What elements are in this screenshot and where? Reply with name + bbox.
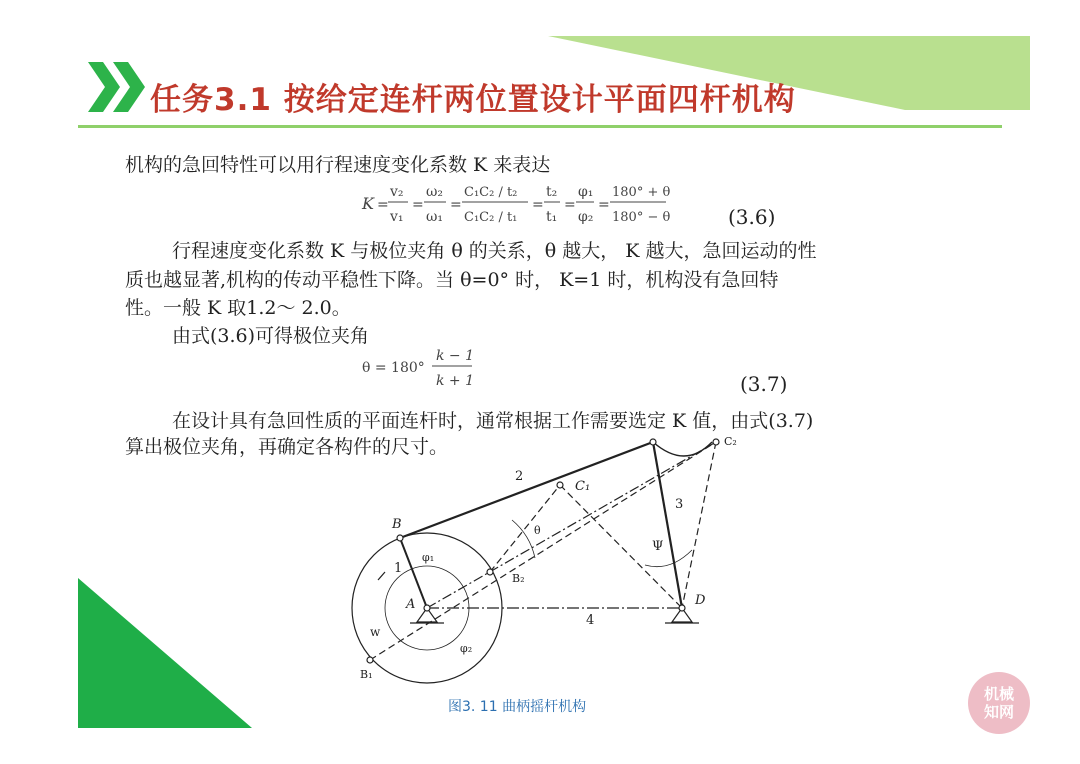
svg-text:=: =	[532, 197, 544, 213]
chevron-icon	[88, 62, 120, 112]
f36-angnum: 180° + θ	[612, 185, 670, 200]
f37-den: k + 1	[436, 373, 475, 389]
label-A: A	[406, 597, 416, 612]
watermark-logo: 机械 知网	[968, 672, 1030, 734]
rotation-arrow	[378, 572, 385, 580]
label-C1: C₁	[575, 479, 591, 494]
figure-caption: 图3. 11 曲柄摇杆机构	[448, 699, 587, 715]
dash-C2-D	[682, 442, 716, 608]
f36-v2: v₂	[390, 184, 404, 200]
label-B2: B₂	[512, 572, 525, 585]
svg-text:=: =	[564, 197, 576, 213]
joint-C1	[557, 482, 563, 488]
joint-B	[397, 535, 403, 541]
dash-A-C2	[427, 442, 716, 608]
svg-text:=: =	[412, 197, 424, 213]
svg-text:=: =	[377, 197, 389, 213]
joint-D	[679, 605, 685, 611]
label-1: 1	[394, 561, 403, 576]
joint-B1	[367, 657, 373, 663]
f37-lhs: θ = 180°	[362, 360, 425, 376]
f36-phi2: φ₂	[578, 209, 594, 225]
f36-cnum: C₁C₂ / t₂	[464, 185, 518, 200]
header-decoration	[0, 0, 1080, 140]
label-w: w	[370, 625, 381, 639]
joint-C	[650, 439, 656, 445]
title-underline	[78, 125, 1002, 128]
f36-phi1: φ₁	[578, 184, 594, 200]
label-4: 4	[586, 613, 595, 628]
label-B1: B₁	[360, 668, 373, 681]
para3-line2: 算出极位夹角，再确定各构件的尺寸。	[125, 436, 449, 458]
link-2	[400, 442, 653, 538]
f36-w1: ω₁	[426, 209, 444, 225]
footer-green-triangle	[0, 560, 260, 764]
f36-v1: v₁	[390, 209, 404, 225]
para2: 由式(3.6)可得极位夹角	[172, 325, 370, 347]
label-phi1: φ₁	[422, 551, 435, 564]
para3-line1: 在设计具有急回性质的平面连杆时，通常根据工作需要选定 K 值，由式(3.7)	[172, 410, 814, 432]
para1-line1: 行程速度变化系数 K 与极位夹角 θ 的关系，θ 越大， K 越大，急回运动的性	[172, 240, 817, 262]
f36-cden: C₁C₂ / t₁	[464, 210, 518, 225]
crank-rocker-diagram	[340, 430, 760, 690]
label-B: B	[392, 517, 402, 532]
formula-3-7	[360, 344, 490, 392]
label-2: 2	[515, 469, 524, 484]
label-D: D	[695, 593, 706, 608]
joint-A	[424, 605, 430, 611]
formula-3-6	[360, 178, 670, 228]
label-theta: θ	[534, 524, 541, 537]
para1-line3: 性。一般 K 取1.2～ 2.0。	[125, 297, 351, 319]
rocker-arc	[653, 442, 712, 456]
joint-C2	[713, 439, 719, 445]
joint-B2	[487, 569, 493, 575]
intro-line: 机构的急回特性可以用行程速度变化系数 K 来表达	[125, 154, 551, 176]
f36-t2: t₂	[546, 184, 558, 200]
eq-3-6-label: (3.6)	[728, 205, 776, 229]
f36-t1: t₁	[546, 209, 558, 225]
svg-text:=: =	[598, 197, 610, 213]
eq-3-7-label: (3.7)	[740, 372, 788, 396]
label-C2: C₂	[724, 435, 737, 448]
page-title: 任务3.1 按给定连杆两位置设计平面四杆机构	[150, 82, 796, 118]
svg-text:=: =	[450, 197, 462, 213]
f37-num: k − 1	[436, 348, 475, 364]
f36-angden: 180° − θ	[612, 210, 670, 225]
para1-line2: 质也越显著,机构的传动平稳性下降。当 θ=0° 时， K=1 时，机构没有急回特	[125, 269, 779, 291]
f36-w2: ω₂	[426, 184, 444, 200]
label-3: 3	[675, 497, 684, 512]
label-psi: Ψ	[652, 539, 664, 554]
label-phi2: φ₂	[460, 642, 473, 655]
dash-B2-C1	[490, 485, 560, 572]
f36-K: K	[362, 194, 374, 213]
